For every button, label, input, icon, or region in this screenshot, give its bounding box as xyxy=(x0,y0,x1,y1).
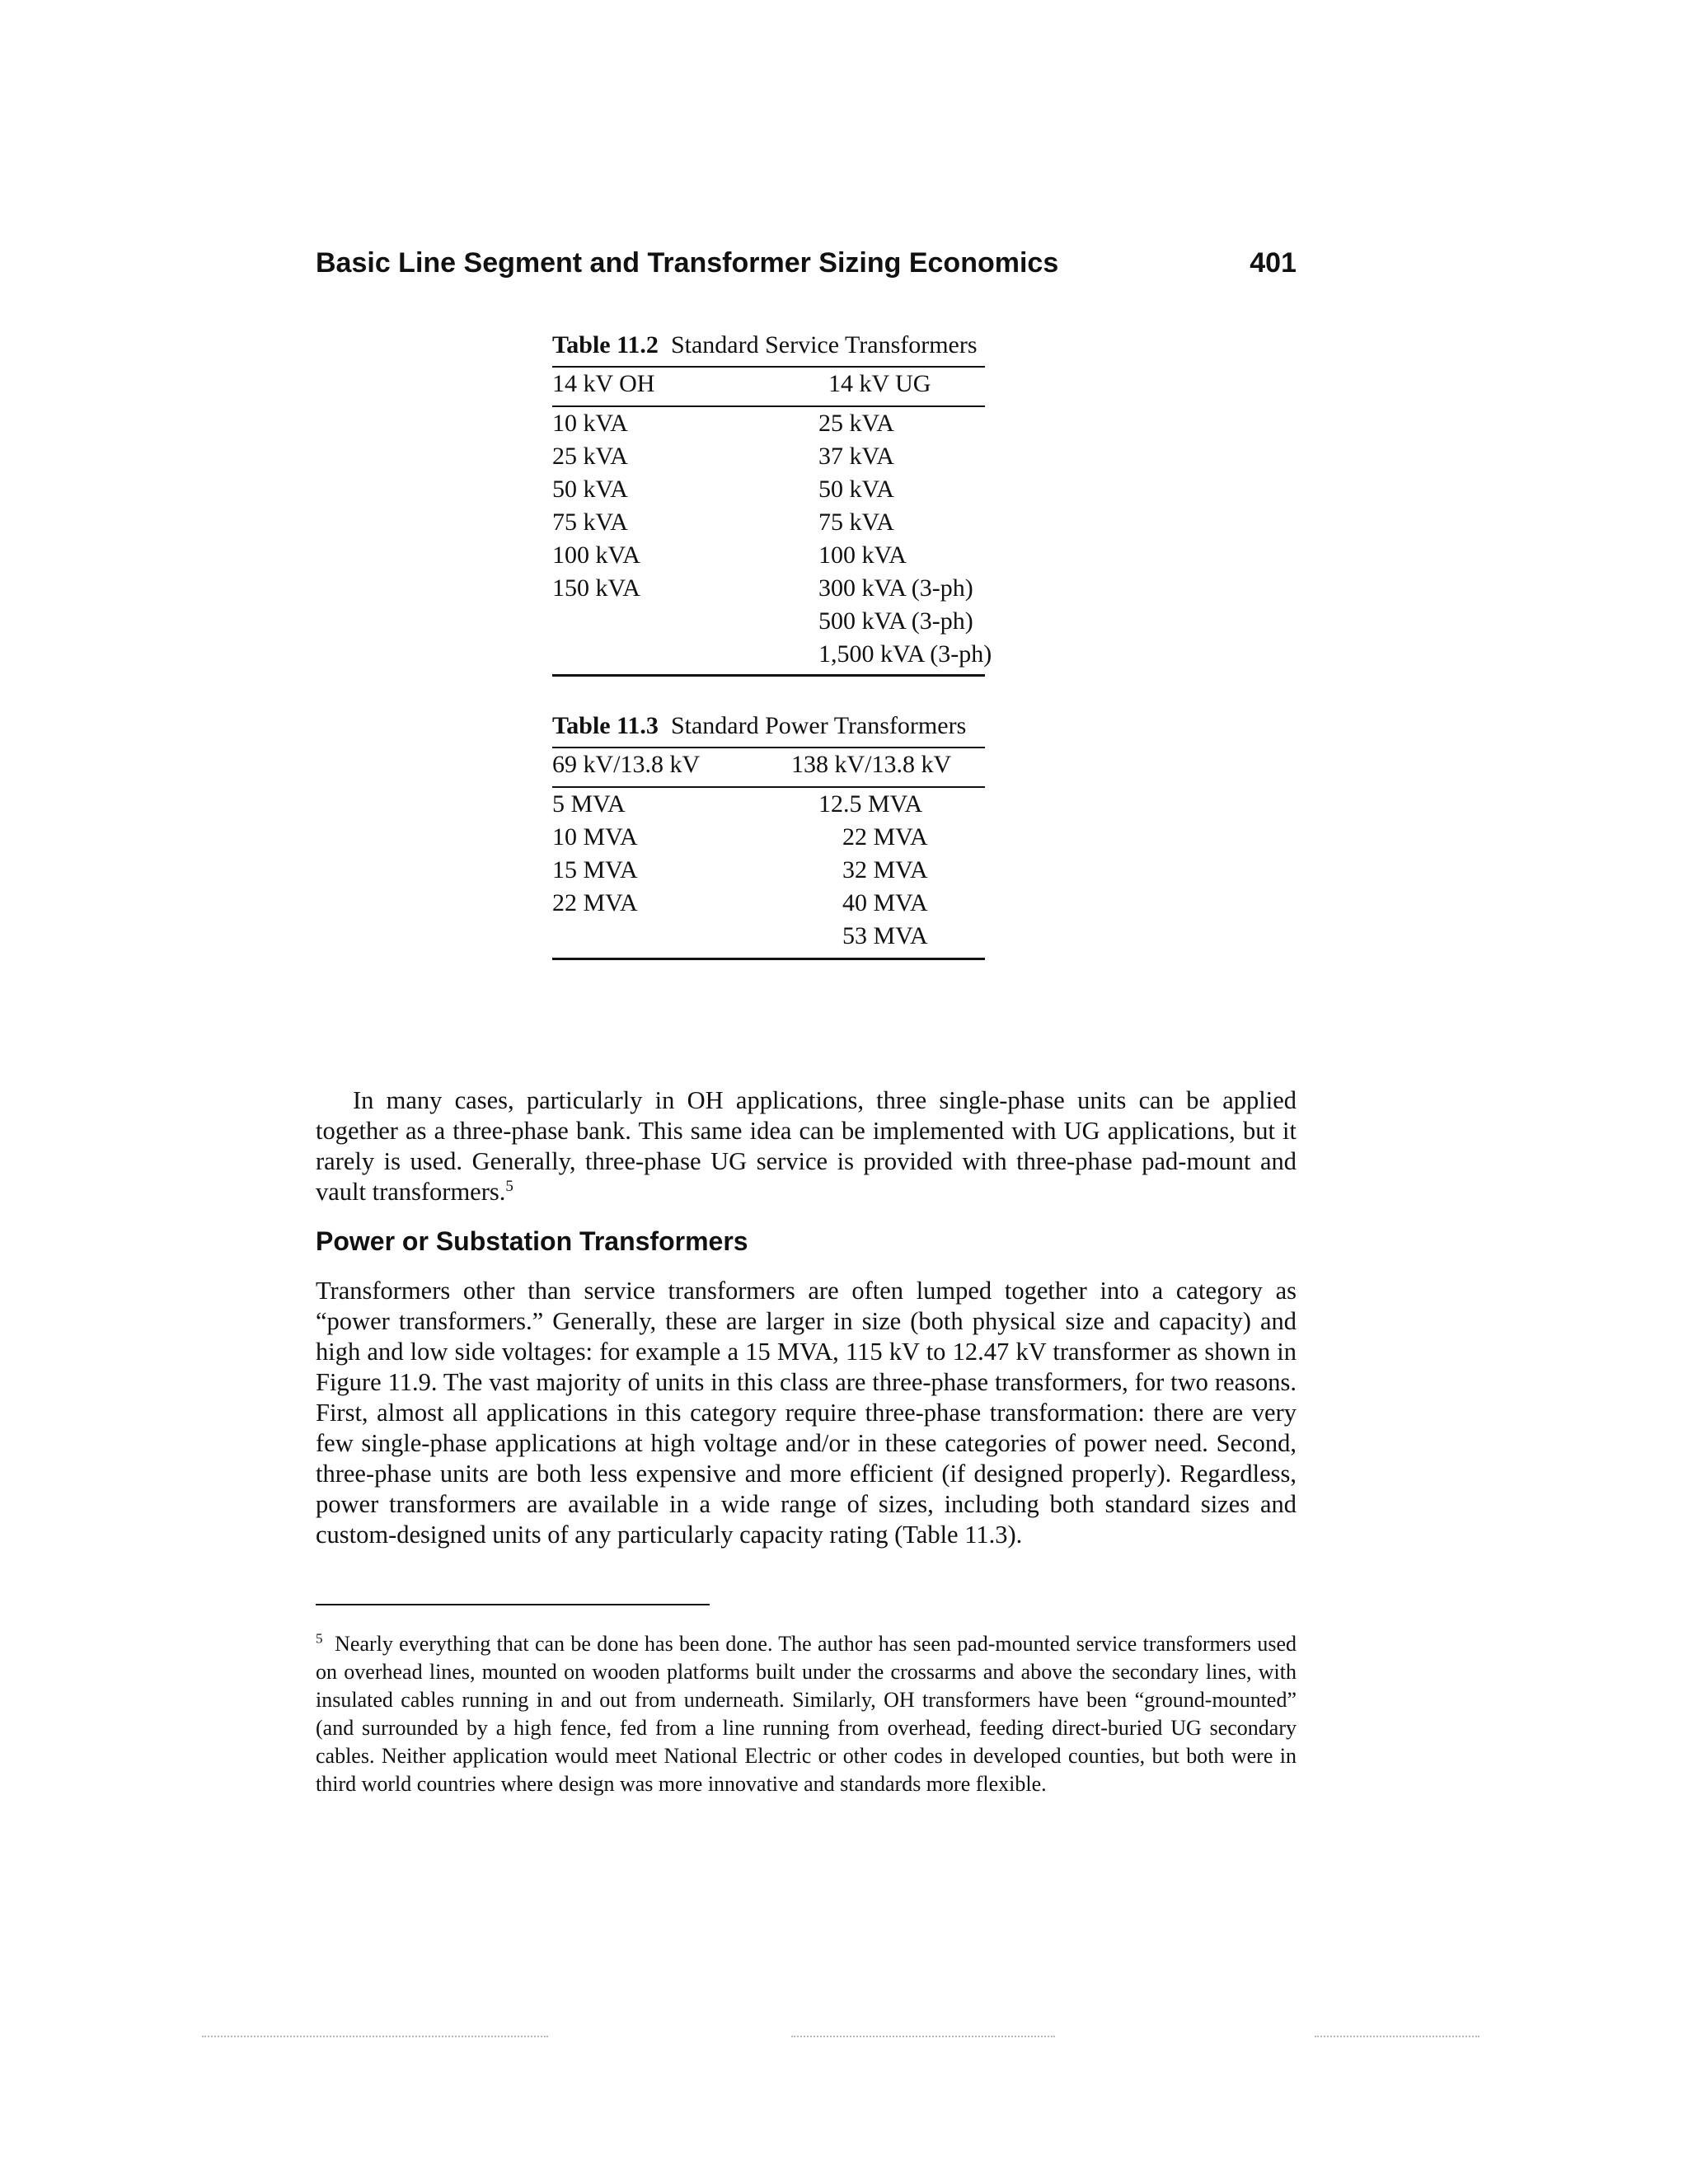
table-cell: 25 kVA xyxy=(552,443,628,470)
page-number: 401 xyxy=(1250,247,1296,279)
table-caption xyxy=(552,712,966,740)
table-top-rule xyxy=(552,366,985,368)
table-cell: 50 kVA xyxy=(818,476,894,503)
footnote-marker: 5 xyxy=(316,1630,323,1647)
table-row xyxy=(552,790,985,823)
table-cell: 150 kVA xyxy=(552,574,640,602)
table-label: Table 11.3 xyxy=(552,712,659,739)
column-header: 138 kV/13.8 kV xyxy=(791,751,952,778)
scan-artifact xyxy=(791,2036,1055,2039)
footnote-reference: 5 xyxy=(505,1177,513,1195)
body-paragraph: Transformers other than service transformers are often lumped together into a category as “power transformers.” Generally, these are larger in size (both physical size and capacity) and high and low side voltages: for example a 15 MVA, 115 kV to 12.47 kV transformer as shown in Figure 11.9. The vast majority of units in this class are three-phase transformers, for two reasons. First, almost all applications in this category require three-phase transformation: there are very few single-phase applications at high voltage and/or in these categories of power need. Second, three-phase units are both less expensive and more efficient (if designed properly). Regardless, power transformers are available in a wide range of sizes, including both standard sizes and custom-designed units of any particularly capacity rating (Table 11.3). xyxy=(316,1277,1296,1549)
table-header-rule xyxy=(552,405,985,407)
table-cell: 10 kVA xyxy=(552,410,628,437)
table-row xyxy=(552,509,985,541)
table-row xyxy=(552,607,985,640)
table-bottom-rule xyxy=(552,674,985,677)
table-row xyxy=(552,889,985,922)
table-row xyxy=(552,443,985,476)
table-11-3 xyxy=(552,712,985,968)
table-cell: 53 MVA xyxy=(842,922,928,949)
table-row xyxy=(552,823,985,856)
table-cell: 100 kVA xyxy=(818,541,907,569)
footnote-separator xyxy=(316,1604,710,1605)
table-cell: 12.5 MVA xyxy=(818,790,923,818)
table-cell: 40 MVA xyxy=(842,889,928,916)
running-title: Basic Line Segment and Transformer Sizing Economics xyxy=(316,247,1059,279)
table-cell: 75 kVA xyxy=(818,509,894,536)
table-row xyxy=(552,856,985,889)
table-row xyxy=(552,922,985,955)
table-cell: 32 MVA xyxy=(842,856,928,883)
table-title: Standard Power Transformers xyxy=(670,712,967,739)
table-row xyxy=(552,640,992,673)
scan-artifact xyxy=(202,2036,548,2039)
column-header: 14 kV OH xyxy=(552,370,655,397)
table-cell: 22 MVA xyxy=(552,889,638,916)
footnote-text: Nearly everything that can be done has been done. The author has seen pad-mounted service transformers used on overhead lines, mounted on wooden platforms built under the crossarms and above the secondary lines, with insulated cables running in and out from underneath. Similarly, OH transformers have been “ground-mounted” (and surrounded by a high fence, fed from a line running from overhead, feeding direct-buried UG secondary cables. Neither application would meet National Electric or other codes in developed counties, but both were in third world countries where design was more innovative and standards more flexible. xyxy=(316,1632,1296,1796)
table-11-2 xyxy=(552,331,992,677)
table-cell: 75 kVA xyxy=(552,509,628,536)
table-top-rule xyxy=(552,747,985,748)
table-bottom-rule xyxy=(552,958,985,960)
table-cell: 25 kVA xyxy=(818,410,894,437)
table-header-row xyxy=(552,751,985,784)
column-header: 14 kV UG xyxy=(828,370,931,397)
table-caption xyxy=(552,331,978,359)
table-cell: 10 MVA xyxy=(552,823,638,851)
table-row xyxy=(552,574,985,607)
table-cell: 300 kVA (3-ph) xyxy=(818,574,973,602)
table-cell: 37 kVA xyxy=(818,443,894,470)
table-row xyxy=(552,541,985,574)
footnote xyxy=(316,1630,1296,1798)
table-label: Table 11.2 xyxy=(552,331,659,359)
paragraph-text: In many cases, particularly in OH applications, three single-phase units can be applied together as a three-phase bank. This same idea can be implemented with UG applications, but it rarely is used. Generally, three-phase UG service is provided with three-phase pad-mount and vault transformers. xyxy=(316,1086,1296,1206)
table-cell: 500 kVA (3-ph) xyxy=(818,607,973,635)
body-paragraph xyxy=(316,1085,1296,1207)
column-header: 69 kV/13.8 kV xyxy=(552,751,701,778)
section-heading: Power or Substation Transformers xyxy=(316,1226,748,1256)
table-cell: 1,500 kVA (3-ph) xyxy=(818,640,992,668)
table-header-row xyxy=(552,370,985,403)
table-header-rule xyxy=(552,786,985,788)
table-row xyxy=(552,476,985,509)
table-cell: 22 MVA xyxy=(842,823,928,851)
table-title: Standard Service Transformers xyxy=(670,331,978,359)
table-row xyxy=(552,410,985,443)
running-header xyxy=(316,247,1296,297)
scan-artifact xyxy=(1315,2036,1479,2039)
table-cell: 15 MVA xyxy=(552,856,638,883)
table-cell: 50 kVA xyxy=(552,476,628,503)
table-cell: 5 MVA xyxy=(552,790,626,818)
table-cell: 100 kVA xyxy=(552,541,640,569)
